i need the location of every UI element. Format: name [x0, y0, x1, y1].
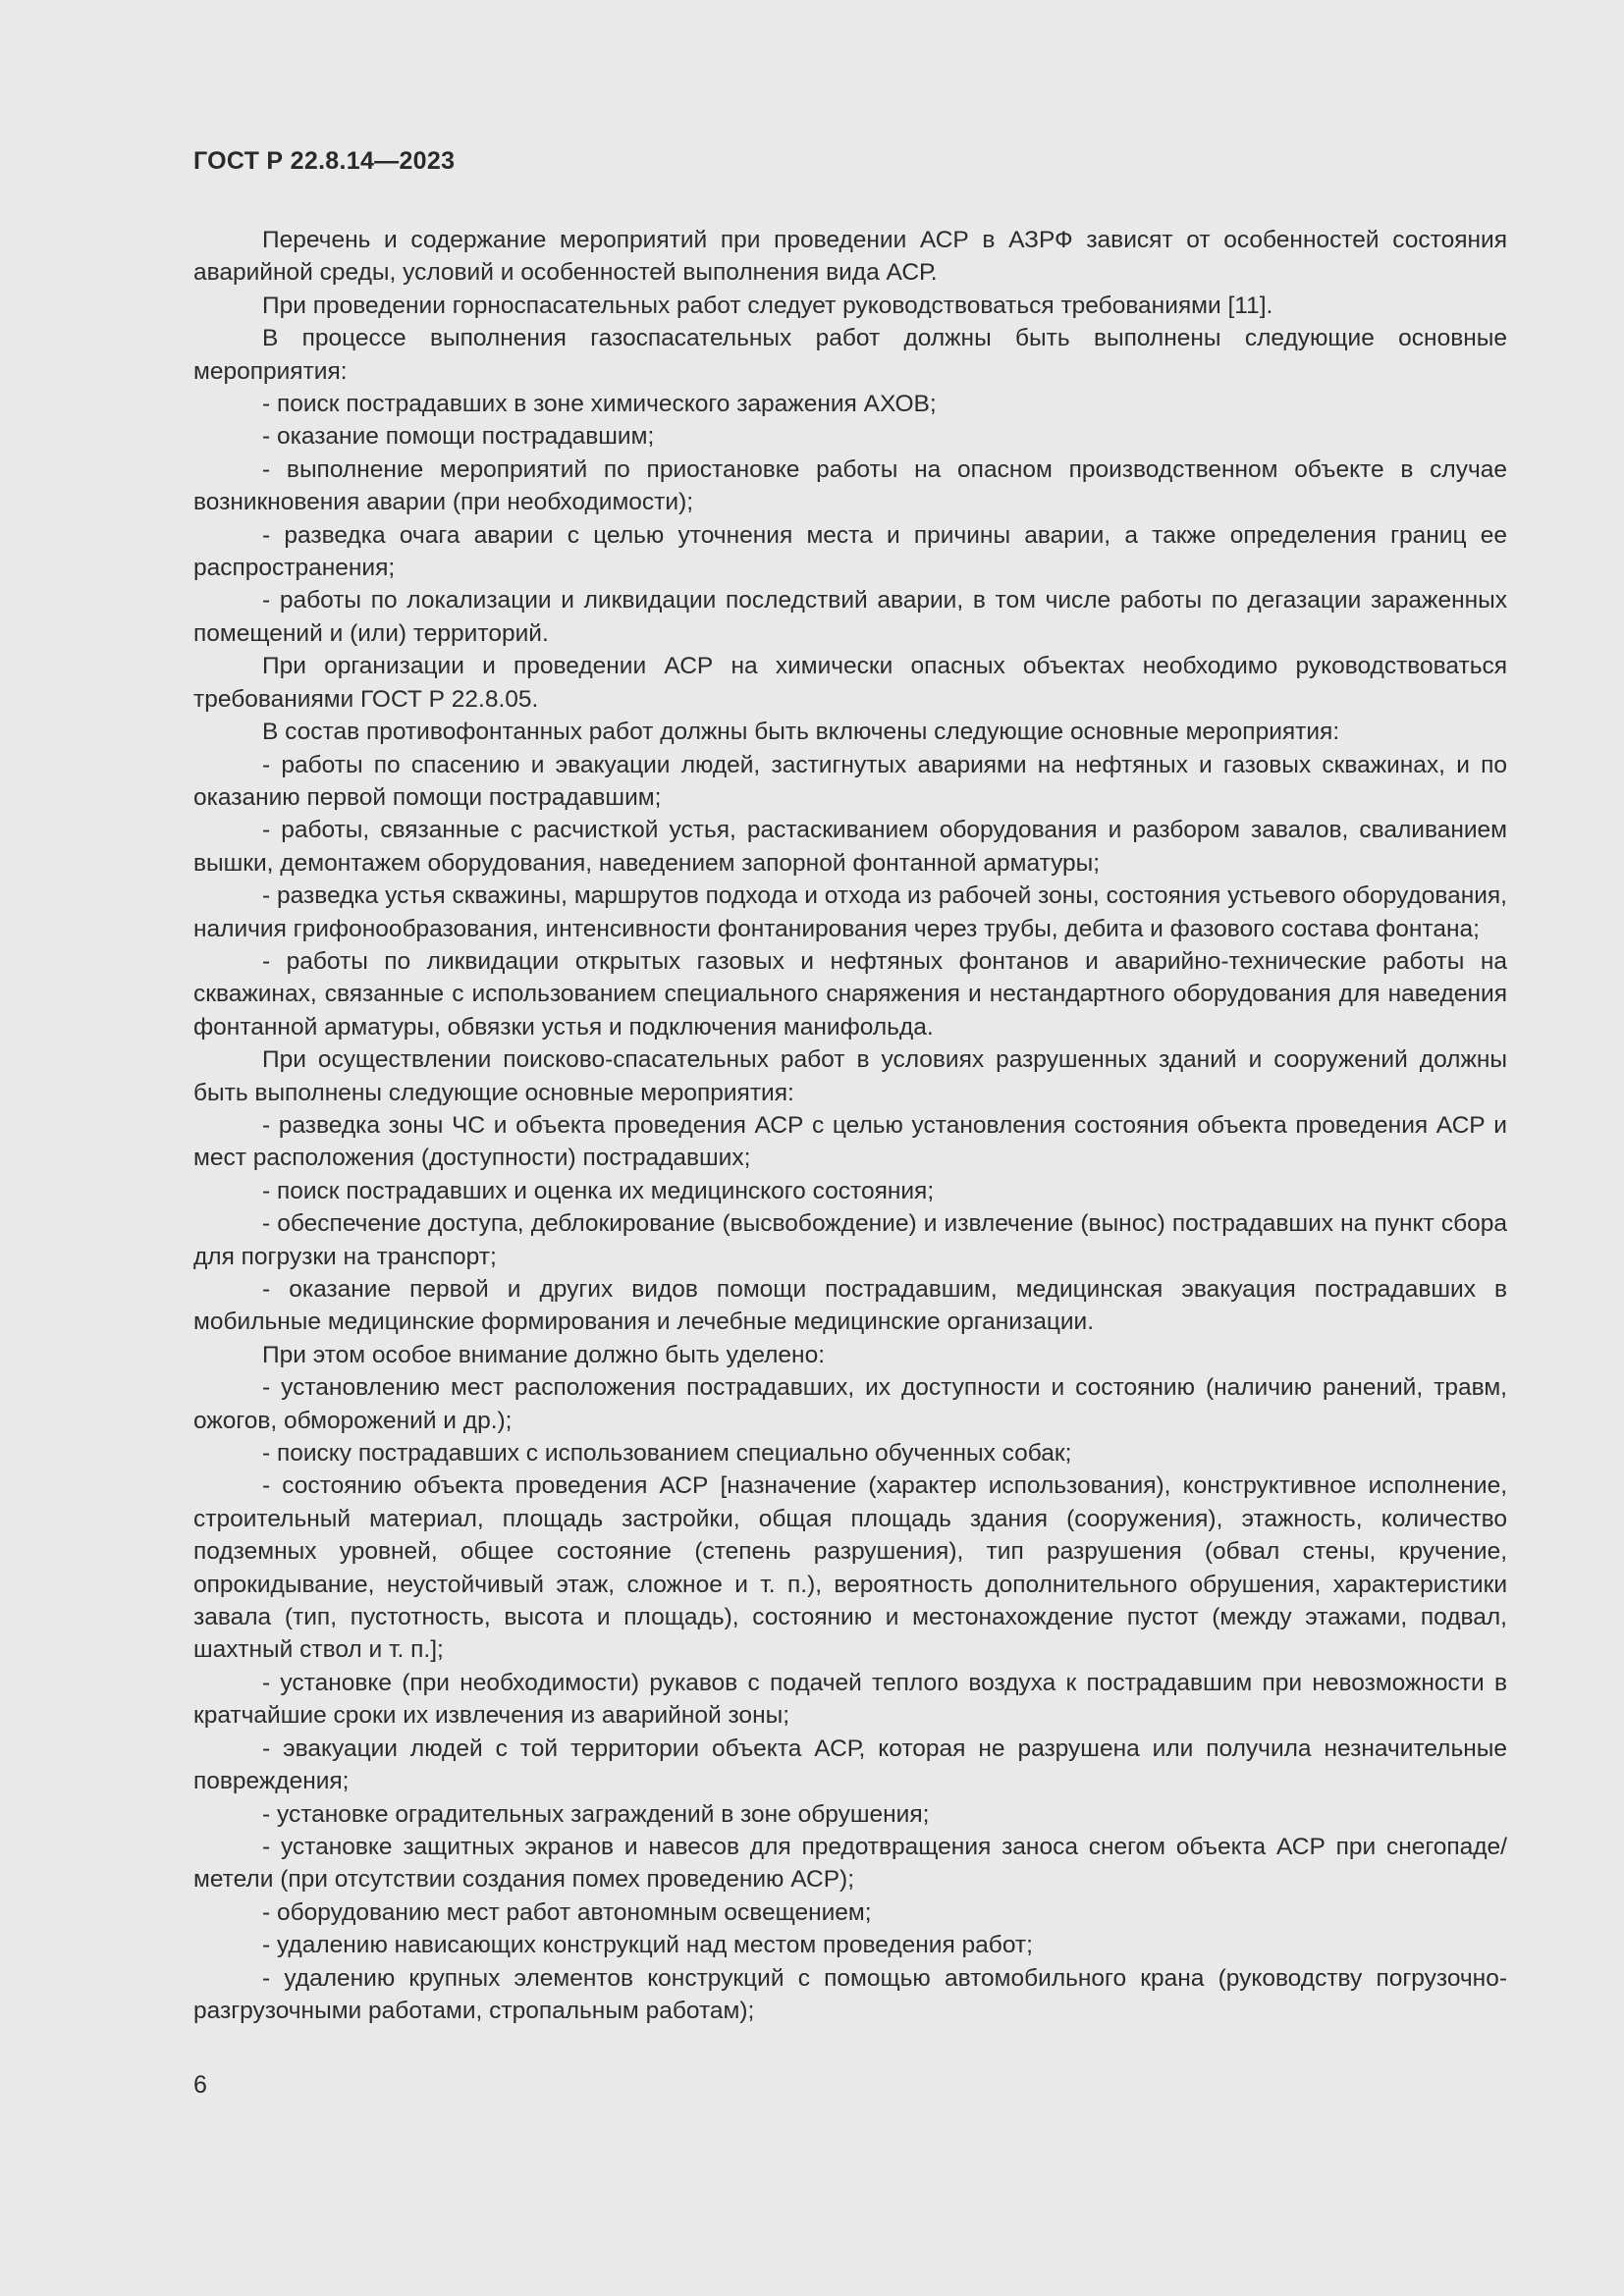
list-item: - установлению мест расположения пострадавших, их доступности и состоянию (наличию ранений, травм, ожогов, обморожений и др.);: [193, 1374, 1507, 1434]
paragraph: При проведении горноспасательных работ следует руководствоваться требованиями [11].: [262, 292, 1273, 319]
list-item: - состоянию объекта проведения АСР [назначение (характер использования), конструктивное исполнение, строительный материал, площадь застройки, общая площадь здания (сооружения), этажность, количество подземных уровней, общее состояние (степень разрушения), тип разрушения (обвал стены, кручение, опрокидывание, неустойчивый этаж, сложное и т. п.), вероятность дополнительного обрушения, характеристики завала (тип, пустотность, высота и площадь), состоянию и местонахождение пустот (между этажами, подвал, шахтный ствол и т. п.];: [193, 1472, 1507, 1664]
page-number: 6: [193, 2071, 207, 2099]
paragraph: В состав противофонтанных работ должны быть включены следующие основные мероприятия:: [262, 719, 1340, 746]
list-item: - работы по ликвидации открытых газовых и нефтяных фонтанов и аварийно-технические работы на скважинах, связанные с использованием специального снаряжения и нестандартного оборудования для наведения фонтанной арматуры, обвязки устья и подключения манифольда.: [193, 947, 1507, 1041]
list-item: - работы по локализации и ликвидации последствий аварии, в том числе работы по дегазации зараженных помещений и (или) территорий.: [193, 587, 1507, 647]
list-item: - установке (при необходимости) рукавов с подачей теплого воздуха к пострадавшим при невозможности в кратчайшие сроки их извлечения из аварийной зоны;: [193, 1669, 1507, 1730]
paragraph: При осуществлении поисково-спасательных работ в условиях разрушенных зданий и сооружений должны быть выполнены следующие основные мероприятия:: [193, 1046, 1507, 1106]
list-item: - поиск пострадавших в зоне химического заражения АХОВ;: [262, 391, 937, 418]
paragraph: В процессе выполнения газоспасательных работ должны быть выполнены следующие основные мероприятия:: [193, 325, 1507, 385]
paragraph: При этом особое внимание должно быть уделено:: [262, 1341, 826, 1368]
list-item: - оборудованию мест работ автономным освещением;: [262, 1898, 872, 1926]
document-header: ГОСТ Р 22.8.14—2023: [193, 147, 456, 175]
list-item: - удалению нависающих конструкций над местом проведения работ;: [262, 1932, 1033, 1959]
document-body: [193, 224, 1507, 2027]
list-item: - оказание первой и других видов помощи пострадавшим, медицинская эвакуация пострадавших в мобильные медицинские формирования и лечебные медицинские организации.: [193, 1276, 1507, 1336]
list-item: - поиску пострадавших с использованием специально обученных собак;: [262, 1440, 1072, 1468]
list-item: - разведка очага аварии с целью уточнения места и причины аварии, а также определения границ ее распространения;: [193, 521, 1507, 582]
list-item: - эвакуации людей с той территории объекта АСР, которая не разрушена или получила незначительные повреждения;: [193, 1735, 1507, 1795]
paragraph: Перечень и содержание мероприятий при проведении АСР в АЗРФ зависят от особенностей состояния аварийной среды, условий и особенностей выполнения вида АСР.: [193, 227, 1507, 287]
list-item: - разведка устья скважины, маршрутов подхода и отхода из рабочей зоны, состояния устьевого оборудования, наличия грифонообразования, интенсивности фонтанирования через трубы, дебита и фазового состава фонтана;: [193, 882, 1507, 942]
list-item: - удалению крупных элементов конструкций с помощью автомобильного крана (руководству погрузочно-разгрузочными работами, стропальным работам);: [193, 1964, 1507, 2024]
list-item: - выполнение мероприятий по приостановке работы на опасном производственном объекте в случае возникновения аварии (при необходимости);: [193, 455, 1507, 516]
list-item: - работы, связанные с расчисткой устья, растаскиванием оборудования и разбором завалов, сваливанием вышки, демонтажем оборудования, наведением запорной фонтанной арматуры;: [193, 817, 1507, 877]
list-item: - поиск пострадавших и оценка их медицинского состояния;: [262, 1177, 935, 1204]
list-item: - установке оградительных заграждений в зоне обрушения;: [262, 1800, 930, 1828]
list-item: - оказание помощи пострадавшим;: [262, 423, 655, 451]
list-item: - работы по спасению и эвакуации людей, застигнутых авариями на нефтяных и газовых скважинах, и по оказанию первой помощи пострадавшим;: [193, 751, 1507, 811]
list-item: - обеспечение доступа, деблокирование (высвобождение) и извлечение (вынос) пострадавших на пункт сбора для погрузки на транспорт;: [193, 1210, 1507, 1270]
list-item: - установке защитных экранов и навесов для предотвращения заноса снегом объекта АСР при снегопаде/метели (при отсутствии создания помех проведению АСР);: [193, 1833, 1507, 1894]
paragraph: При организации и проведении АСР на химически опасных объектах необходимо руководствоваться требованиями ГОСТ Р 22.8.05.: [193, 653, 1507, 713]
list-item: - разведка зоны ЧС и объекта проведения АСР с целью установления состояния объекта проведения АСР и мест расположения (доступности) пострадавших;: [193, 1111, 1507, 1172]
